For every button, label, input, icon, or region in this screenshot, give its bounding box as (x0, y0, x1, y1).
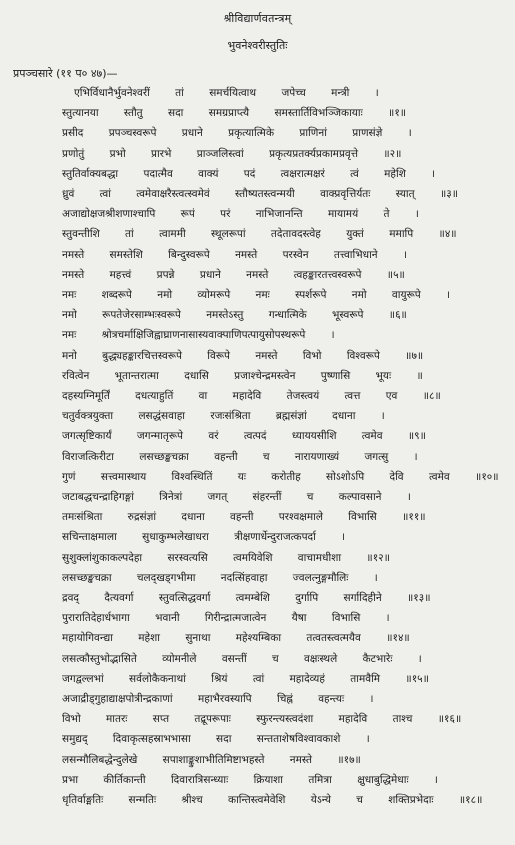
verse-line: रवित्वेन भूतान्तरात्मा दधासि प्रजाश्चेन्द्रमस्त्वेन पुष्णासि भूयः ॥ (62, 369, 423, 382)
verse-line: लसत्कौस्तुभोद्भासिते व्योमनीले वसन्तीं च वक्षःस्थले कैटभारेः । (62, 652, 422, 665)
verse-line: समुद्यद् दिवाकृत्सहस्राभभासा सदा सन्तताशेषविश्वावकाशे । (62, 733, 370, 746)
verse-line: एभिर्विधानैर्भुवनेश्वरीं तां समर्चयित्वाथ जपेच्च मन्त्री । (74, 87, 379, 99)
verse-line: स्तुतिर्वाक्यबद्धा पदात्मैव वाक्यं पदं त्वक्षरात्मक्षरं त्वं महेशि । (62, 167, 436, 180)
verse-line: प्रभा कीर्तिकान्ती दिवारात्रिसन्ध्याः क्रियाशा तमित्रा क्षुधाबुद्धिमेधाः । (62, 773, 438, 786)
verse-line: प्रसीद प्रपञ्चस्वरूपे प्रधाने प्रकृत्यात्मिके प्राणिनां प्राणसंज्ञे । (62, 127, 412, 140)
verse-line: तमःसंश्रिता रुद्रसंज्ञां दधाना वहन्ती परश्वक्षमाले विभासि ॥११॥ (62, 511, 426, 524)
verse-line: सुशुक्लांशुकाकल्पदेहा सरस्वत्यसि त्वमयिवेशि वाचामधीशा ॥१२॥ (62, 551, 390, 564)
verse-line: महायोगिवन्द्या महेशा सुनाथा महेश्यम्बिका तत्वतस्त्वत्मयैव ॥१४॥ (62, 632, 410, 645)
verse-line: सचिन्ताक्षमाला सुधाकुम्भलेखाधरा त्रीक्षणार्धेन्दुराजत्कपर्दा । (62, 531, 346, 544)
verse-line: नमस्ते समस्तेशि बिन्दुस्वरूपे नमस्ते परस्वेन तत्त्वाभिधाने । (62, 248, 407, 261)
verse-line: चतुर्वक्त्रयुक्ता लसद्धंसवाहा रजःसंश्रिता ब्रह्मसंज्ञां दधाना । (62, 410, 385, 423)
verse-line: विराजत्किरीटा लसच्छङ्खचक्रा वहन्ती च नारायणाख्यं जगत्सु । (62, 450, 418, 463)
verse-line: स्तुवन्तीशि तां त्वाममी स्थूलरूपां तदेतावदस्त्वेह युक्तं ममापि ॥४॥ (62, 228, 457, 241)
verse-line: नमो रूपतेजेरसाम्भःस्वरूपे नमस्तेऽस्तु गन्धात्मिके भूस्वरूपे ॥६॥ (62, 309, 407, 322)
verse-line: दहस्यग्निमूर्तिं दधत्याहुतिं वा महादेवि तेजस्त्वयं त्वत्त एव ॥८॥ (62, 390, 441, 402)
verse-line: अजाद्रीड्गुहाद्याक्षपोत्रीन्द्रकाणां महाभैरवस्यापि चिह्नं वहन्त्यः । (62, 693, 374, 705)
verse-line: विभो मातरः सप्त तद्रूपरूपाः स्फुरन्त्यस्त्वदंशा महादेवि ताश्च ॥१६॥ (62, 713, 462, 726)
verse-line: स्तुत्यानया स्तौतु सदा समग्रप्राप्त्यै समस्तार्तिविभञ्जिकायाः ॥१॥ (62, 107, 407, 120)
verse-line: गुणं सत्त्वमास्थाय विश्वस्थितिं यः करोतीह सोऽशोऽपि देवि त्वमेव ॥१०॥ (62, 470, 499, 483)
verse-line: नमस्ते महत्त्वं प्रपन्ने प्रधाने नमस्ते त्वहङ्कारतत्त्वस्वरूपे ॥५॥ (62, 268, 405, 281)
running-head: श्रीविद्यार्णवतन्त्रम् (223, 12, 292, 25)
verse-line: जगद्वल्लभां सर्वलोकैकनाथां श्रियं त्वां महादेव्यहं तामवैमि ॥१५॥ (62, 672, 429, 685)
verse-line: ध्रुवं त्वां त्वमेवाक्षरैस्त्वत्स्वमेवं स्तौष्यतस्त्वन्मयी वाक्प्रवृत्तिर्यतः स्यात् ॥३॥ (62, 188, 459, 200)
verse-line: लसन्मौलिबद्धेन्दुलेखे सपाशाङ्कुशाभीतिमिष्टाभहस्ते नमस्ते ॥१७॥ (62, 753, 361, 766)
verse-line: नमः शब्दरूपे नमो व्योमरूपे नमः स्पर्शरूपे नमो वायुरूपे । (62, 289, 451, 301)
verse-line: पुरारातिदेहार्धभागा भवानी गिरीन्द्रात्मजात्वेन यैषा विभासि । (62, 612, 390, 625)
verse-line: प्रणोतुं प्रभो प्रारभे प्राञ्जलिस्त्वां प्रकृत्यप्रतर्क्यप्रकामप्रवृत्ते ॥२॥ (62, 147, 402, 160)
verse-line: जटाबद्धचन्द्राहिगङ्गां त्रिनेत्रां जगत् संहरन्तीं च कल्पावसाने । (62, 491, 411, 503)
verse-line: नमः श्रोत्रचर्माक्षिजिह्वाघ्राणनासास्यवाक्पाणिपत्पायुसोपस्थरूपे । (62, 329, 335, 342)
verse-line: अजाद्योक्षजश्रीशणाश्चापि रूपं परं नाभिजानन्ति मायामयं ते । (62, 208, 419, 221)
verse-line: मनो बुद्ध्यहङ्कारचित्तस्वरूपे विरूपे नमस्ते विभो विश्वरूपे ॥७॥ (62, 349, 424, 362)
source-reference: प्रपञ्चसारे (११ प० ४७)— (13, 67, 118, 80)
verse-line: लसच्छङ्खचक्रा चलद्खड्गभीमा नदत्सिंहवाहा ज्वलत्नुङ्गमौलिः । (62, 571, 378, 584)
hymn-title: भुवनेश्वरीस्तुतिः (227, 39, 288, 52)
verse-line: धृतिर्वाङ्मतिः सन्मतिः श्रीश्च कान्तिस्त्वमेवेशि येऽन्ये च शक्तिप्रभेदाः ॥१८॥ (62, 794, 483, 806)
verse-line: जगत्सृष्टिकार्यं जगन्मातृरूपे वरं त्वत्पदं ध्याययसीशि त्वमेव ॥९॥ (62, 430, 426, 443)
verse-line: द्रवद् दैत्यवर्गा स्तुवत्सिद्धवर्गा त्वमम्बेशि दुर्गापि सर्गादिहीने ॥१३॥ (62, 592, 431, 604)
